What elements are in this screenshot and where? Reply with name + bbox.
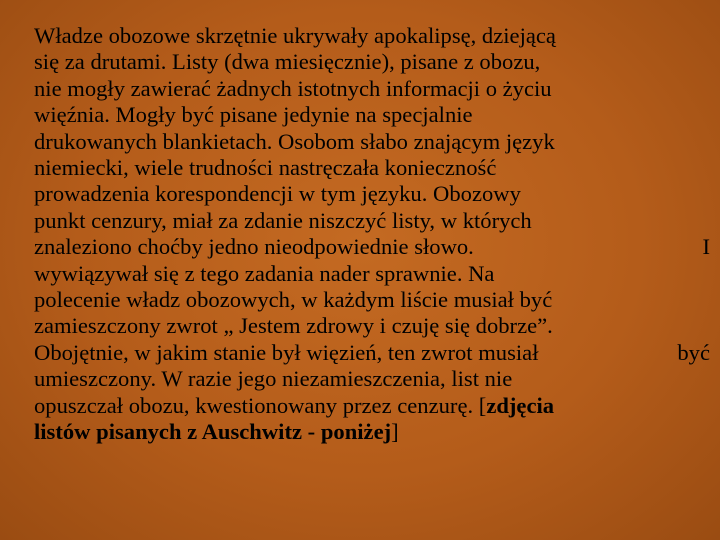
photo-reference-text: zdjęcia [486, 392, 555, 418]
text-line: nie mogły zawierać żadnych istotnych informacji o życiu [34, 75, 552, 101]
text-line: wywiązywał się z tego zadania nader sprawnie. Na [34, 260, 495, 286]
text-line: więźnia. Mogły być pisane jedynie na specjalnie [34, 102, 473, 128]
text-line: niemiecki, wiele trudności nastręczała konieczność [34, 155, 497, 181]
text-line: punkt cenzury, miał za zdanie niszczyć listy, w których [34, 207, 532, 233]
text-segment: opuszczał obozu, kwestionowany przez cenzurę. [ [34, 392, 487, 418]
text-line: polecenie władz obozowych, w każdym liście musiał być [34, 287, 553, 313]
text-line: się za drutami. Listy (dwa miesięcznie), pisane z obozu, [34, 49, 541, 75]
text-line-right: I [702, 234, 710, 260]
text-line [34, 340, 710, 366]
slide-body-text [34, 23, 714, 446]
text-line [34, 419, 714, 445]
text-line-left: znaleziono choćby jedno nieodpowiednie słowo. [34, 234, 474, 260]
text-line-right: być [677, 339, 710, 365]
text-line: zamieszczony zwrot „ Jestem zdrowy i czuję się dobrze”. [34, 313, 553, 339]
text-line: prowadzenia korespondencji w tym języku. Obozowy [34, 181, 521, 207]
text-line: drukowanych blankietach. Osobom słabo znającym język [34, 128, 555, 154]
photo-reference-text: listów pisanych z Auschwitz - poniżej [34, 419, 392, 445]
text-line-left: Obojętnie, w jakim stanie był więzień, ten zwrot musiał [34, 339, 539, 365]
text-line [34, 393, 714, 419]
text-line [34, 234, 710, 260]
text-line: umieszczony. W razie jego niezamieszczenia, list nie [34, 366, 513, 392]
text-line: Władze obozowe skrzętnie ukrywały apokalipsę, dziejącą [34, 23, 556, 48]
text-segment: ] [391, 419, 399, 445]
